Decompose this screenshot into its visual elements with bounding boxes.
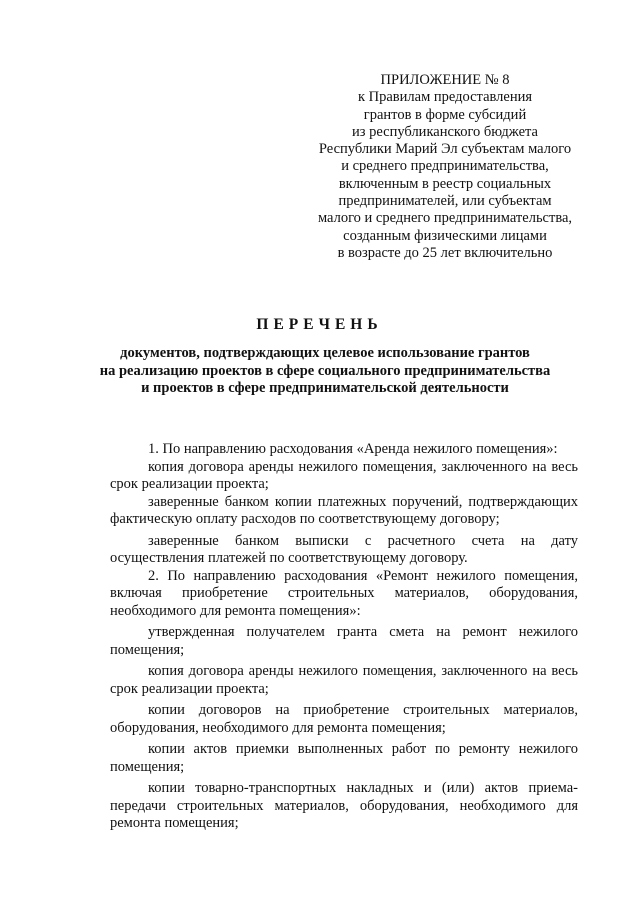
appendix-line: созданным физическими лицами	[343, 227, 547, 244]
appendix-block	[300, 72, 590, 262]
appendix-line: предпринимателей, или субъектам	[338, 193, 552, 210]
list-item: заверенные банком копии платежных поручений, подтверждающих фактическую оплату расходов по соответствующему договору;	[110, 493, 578, 527]
subtitle-line: документов, подтверждающих целевое использование грантов	[120, 345, 530, 361]
appendix-line: грантов в форме субсидий	[363, 106, 527, 123]
appendix-line: включенным в реестр социальных	[338, 175, 552, 192]
subtitle-line: и проектов в сфере предпринимательской деятельности	[141, 380, 509, 396]
list-item: копия договора аренды нежилого помещения, заключенного на весь срок реализации проекта;	[110, 663, 578, 697]
appendix-line: Республики Марий Эл субъектам малого	[318, 141, 572, 158]
appendix-number: ПРИЛОЖЕНИЕ № 8	[380, 72, 510, 88]
appendix-line: к Правилам предоставления	[357, 89, 533, 106]
section-heading-1: 1. По направлению расходования «Аренда нежилого помещения»:	[148, 441, 558, 457]
list-item: копии актов приемки выполненных работ по ремонту нежилого помещения;	[110, 741, 578, 775]
list-item: копии товарно-транспортных накладных и (или) актов приема-передачи строительных материалов, оборудования, необходимого для ремонта помещения;	[110, 780, 578, 831]
subtitle-line: на реализацию проектов в сфере социального предпринимательства	[99, 362, 551, 379]
appendix-line: в возрасте до 25 лет включительно	[337, 244, 553, 261]
list-item: утвержденная получателем гранта смета на ремонт нежилого помещения;	[110, 624, 578, 658]
appendix-line: из республиканского бюджета	[352, 123, 538, 140]
document-body	[110, 441, 578, 833]
section-heading-2: 2. По направлению расходования «Ремонт нежилого помещения, включая приобретение строительных материалов, оборудования, необходимого для ремонта помещения»:	[110, 567, 578, 619]
document-title: ПЕРЕЧЕНЬ	[256, 316, 383, 333]
document-subtitle	[60, 345, 590, 398]
appendix-line: и среднего предпринимательства,	[341, 158, 549, 175]
list-item: копии договоров на приобретение строительных материалов, оборудования, необходимого для ремонта помещения;	[110, 702, 578, 736]
list-item: заверенные банком выписки с расчетного счета на дату осуществления платежей по соответствующему договору.	[110, 532, 578, 566]
appendix-line: малого и среднего предпринимательства,	[317, 210, 573, 227]
list-item: копия договора аренды нежилого помещения, заключенного на весь срок реализации проекта;	[110, 458, 578, 492]
